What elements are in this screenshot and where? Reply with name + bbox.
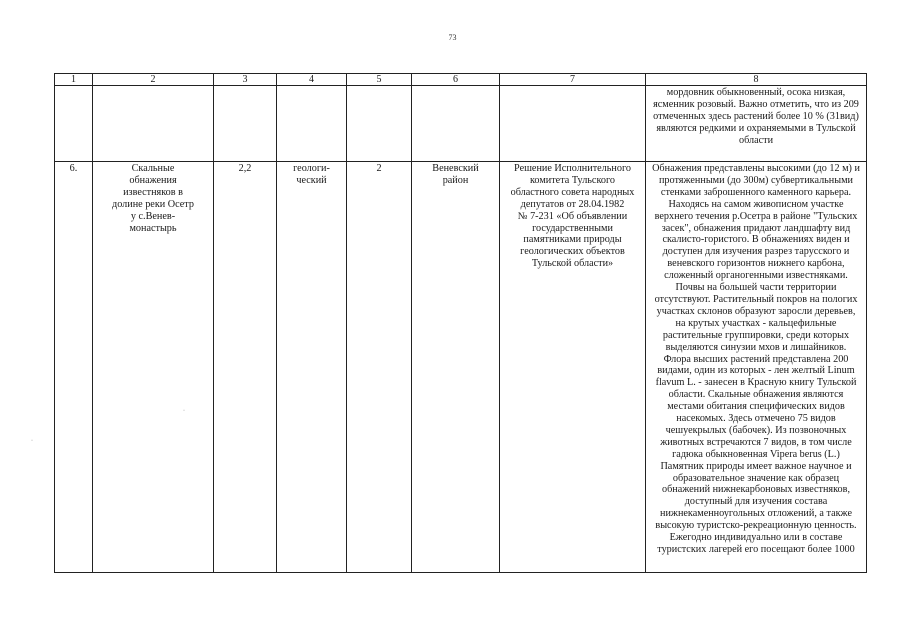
header-cell: 8: [646, 74, 867, 86]
text-line: области. Скальные обнажения являются: [668, 389, 844, 401]
profile-cell: [277, 162, 347, 573]
text-line: стенками заброшенного каменного карьера.: [660, 186, 852, 198]
text-line: области: [738, 134, 774, 146]
text-line: у с.Венев-: [130, 210, 176, 222]
header-cell: 2: [93, 74, 214, 86]
text-line: веневского горизонтов нижнего карбона,: [667, 258, 845, 270]
monument-name-cell: [93, 162, 214, 573]
text-line: Решение Исполнительного: [514, 163, 631, 174]
text-line: доступный для изучения состава: [684, 496, 828, 508]
row-number-cell: 6.: [55, 162, 93, 573]
text-line: № 7-231 «Об объявлении: [517, 210, 628, 222]
text-line: Тульской области»: [531, 258, 614, 270]
header-cell: 5: [347, 74, 412, 86]
text-line: чешуекрылых (бабочек). Из позвоночных: [665, 424, 847, 436]
text-line: мордовник обыкновенный, осока низкая,: [666, 87, 846, 98]
text-line: участках склонов образуют заросли деревьев,: [656, 305, 856, 317]
empty-cell: [277, 86, 347, 162]
text-line: flavum L. - занесен в Красную книгу Тульской: [655, 377, 857, 389]
text-line: доступен для изучения разрез тарусского и: [662, 246, 850, 258]
text-line: на крутых участках - кальцефильные: [675, 317, 837, 329]
text-line: Флора высших растений представлена 200: [663, 353, 849, 365]
text-line: Обнажения представлены высокими (до 12 м) и: [652, 163, 860, 174]
text-line: комитета Тульского: [529, 174, 615, 186]
text-line: отсутствуют. Растительный покров на пологих: [654, 293, 858, 305]
text-line: Почвы на большей части территории: [675, 282, 837, 294]
text-line: Скальные: [131, 163, 175, 174]
empty-cell: [347, 86, 412, 162]
table-row-6: [55, 162, 867, 573]
text-line: областного совета народных: [510, 186, 635, 198]
text-line: скалисто-гористого. В обнажениях виден и: [662, 234, 850, 246]
text-line: протяженными (до 300м) субвертикальными: [658, 174, 853, 186]
text-line: долине реки Осетр: [112, 198, 194, 210]
text-line: местами обитания специфических видов: [667, 401, 845, 413]
text-line: геологи-: [293, 163, 330, 174]
area-cell: 2,2: [214, 162, 277, 573]
text-line: обнажения: [129, 174, 177, 186]
header-cell: 7: [500, 74, 646, 86]
text-line: Веневский: [432, 163, 479, 174]
table-row-continuation: [55, 86, 867, 162]
text-line: ясменник розовый. Важно отметить, что из 209: [653, 98, 859, 110]
header-cell: 4: [277, 74, 347, 86]
text-line: государственными: [532, 222, 613, 234]
text-line: верхнего течения р.Осетра в районе "Тульских: [654, 210, 858, 222]
text-line: сложенный органогенными известняками.: [664, 270, 848, 282]
text-line: выделяются синузии мхов и лишайников.: [665, 341, 847, 353]
empty-cell: [93, 86, 214, 162]
description-cell: [646, 162, 867, 573]
header-cell: 1: [55, 74, 93, 86]
text-line: геологических объектов: [520, 246, 625, 258]
text-line: депутатов от 28.04.1982: [520, 198, 625, 210]
empty-cell: [214, 86, 277, 162]
text-line: образовательное значение как образец: [672, 472, 840, 484]
text-line: ческий: [296, 174, 327, 186]
continuation-description: [646, 86, 867, 162]
text-line: растительные группировки, среди которых: [662, 329, 850, 341]
empty-cell: [55, 86, 93, 162]
empty-cell: [500, 86, 646, 162]
text-line: гадюка обыкновенная Vipera berus (L.): [672, 448, 840, 460]
table-header-row: [55, 74, 867, 86]
text-line: Находясь на самом живописном участке: [668, 198, 844, 210]
column-5-cell: 2: [347, 162, 412, 573]
page-number: 73: [448, 33, 457, 42]
header-cell: 6: [412, 74, 500, 86]
text-line: район: [442, 174, 469, 186]
scan-speck: ·: [183, 408, 185, 414]
text-line: насекомых. Здесь отмечено 75 видов: [676, 413, 836, 425]
text-line: Памятник природы имеет важное научное и: [660, 460, 852, 472]
text-line: памятниками природы: [523, 234, 622, 246]
text-line: туристских лагерей его посещают более 1000: [657, 544, 855, 555]
header-cell: 3: [214, 74, 277, 86]
text-line: высокую туристско-рекреационную ценность.: [655, 520, 857, 532]
text-line: являются редкими и охраняемыми в Тульской: [656, 122, 856, 134]
text-line: известняков в: [123, 186, 183, 198]
scan-speck: ·: [31, 438, 33, 444]
text-line: обнажений нижнекарбоновых известняков,: [661, 484, 851, 496]
text-line: засек", обнажения придают ландшафту вид: [661, 222, 851, 234]
decision-cell: [500, 162, 646, 573]
text-line: монастырь: [129, 222, 177, 234]
monuments-table: [54, 73, 867, 573]
district-cell: [412, 162, 500, 573]
text-line: нижнекаменноугольных отложений, а также: [660, 508, 852, 520]
text-line: видами, один из которых - лен желтый Linum: [657, 365, 855, 377]
empty-cell: [412, 86, 500, 162]
text-line: Ежегодно индивидуально или в составе: [669, 532, 843, 544]
text-line: отмеченных здесь растений более 10 % (31вид): [653, 110, 859, 122]
text-line: животных встречаются 7 видов, в том числе: [660, 436, 852, 448]
